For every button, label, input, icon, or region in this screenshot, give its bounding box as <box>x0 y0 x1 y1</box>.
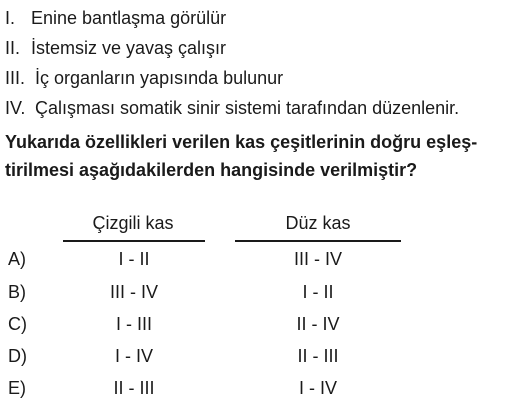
statement-1-number: I. <box>5 8 16 28</box>
header-cizgili-kas: Çizgili kas <box>92 213 174 233</box>
statement-4-text: Çalışması somatik sinir sistemi tarafından düzenlenir. <box>35 98 460 118</box>
statement-1-text: Enine bantlaşma görülür <box>31 8 227 28</box>
statement-2-text: İstemsiz ve yavaş çalışır <box>31 38 227 58</box>
statement-3-number: III. <box>5 68 26 88</box>
question-line-2: tirilmesi aşağıdakilerden hangisinde verilmiştir? <box>5 160 418 180</box>
header-duz-kas: Düz kas <box>285 213 351 233</box>
statement-2 <box>5 37 226 59</box>
header-underline-col2 <box>235 240 401 242</box>
option-e-col2: I - IV <box>298 378 337 398</box>
option-a-col2: III - IV <box>293 249 342 269</box>
header-underline-col1 <box>63 240 205 242</box>
option-e-col1: II - III <box>113 378 155 398</box>
option-a-col1: I - II <box>118 249 150 269</box>
option-c-col2: II - IV <box>296 314 340 334</box>
statement-4-number: IV. <box>5 98 26 118</box>
question-line-1: Yukarıda özellikleri verilen kas çeşitlerinin doğru eşleş- <box>5 132 478 152</box>
option-d-letter[interactable]: D) <box>8 346 27 366</box>
option-d-col1: I - IV <box>114 346 153 366</box>
option-b-col2: I - II <box>302 282 334 302</box>
option-b-col1: III - IV <box>109 282 158 302</box>
option-b-letter[interactable]: B) <box>8 282 26 302</box>
option-c-col1: I - III <box>116 314 152 334</box>
statement-3-text: İç organların yapısında bulunur <box>35 68 284 88</box>
statement-1 <box>5 7 226 29</box>
statement-4 <box>5 97 459 119</box>
option-d-col2: II - III <box>297 346 339 366</box>
statement-3 <box>5 67 283 89</box>
statement-2-number: II. <box>5 38 21 58</box>
option-e-letter[interactable]: E) <box>8 378 26 398</box>
question-text <box>5 128 515 184</box>
option-c-letter[interactable]: C) <box>8 314 27 334</box>
option-a-letter[interactable]: A) <box>8 249 26 269</box>
